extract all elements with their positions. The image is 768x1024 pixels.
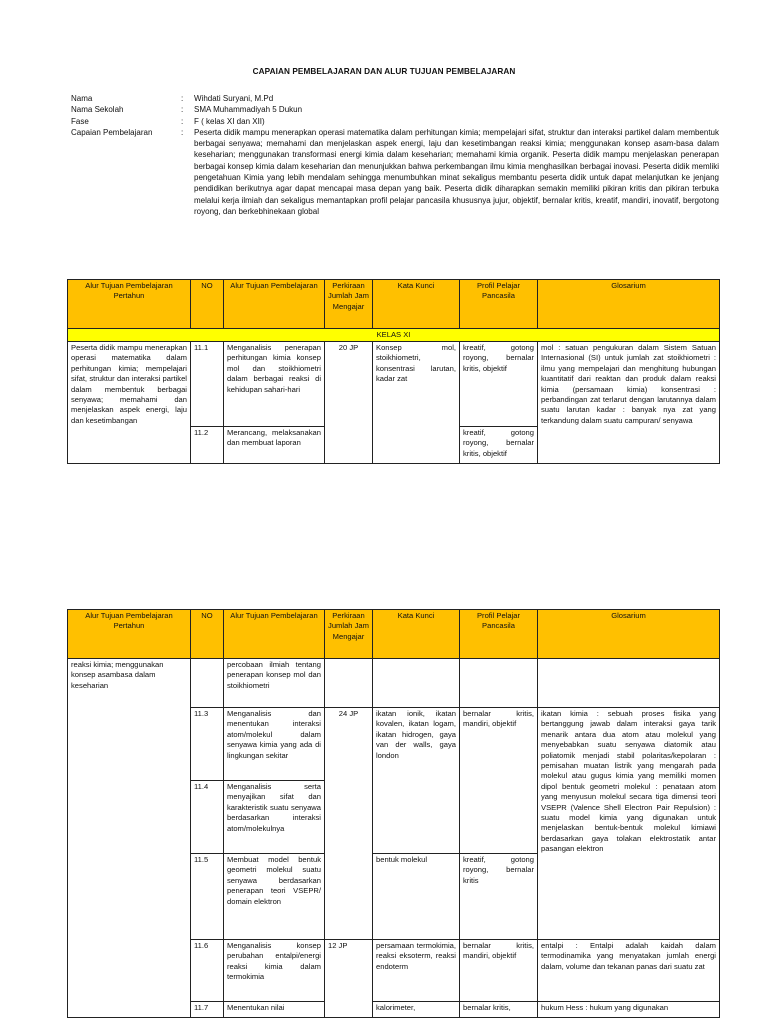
header-profil: Profil Pelajar Pancasila [460,280,538,329]
atp-cell: percobaan ilmiah tentang penerapan konsep mol dan stoikhiometri [224,659,325,708]
header-jam: Perkiraan Jumlah Jam Mengajar [325,610,373,659]
colon: : [181,127,184,137]
kata-kunci-cell: Konsep mol, stoikhiometri, konsentrasi larutan, kadar zat [373,342,460,464]
header-atp-tahun: Alur Tujuan Pembelajaran Pertahun [68,280,191,329]
header-no: NO [191,610,224,659]
profil-cell: bernalar kritis, [460,1002,538,1018]
header-kata-kunci: Kata Kunci [373,610,460,659]
no-cell: 11.6 [191,940,224,1002]
glosarium-cell: ikatan kimia : sebuah proses fisika yang bertanggung jawab dalam interaksi gaya tarik menarik antara dua atom atau molekul yang menyebabkan suatu senyawa diatomik atau poliatomik menjadi stabil polaritas/kepolaran : pemisahan muatan listrik yang mengarah pada molekul atau gugus kimia yang memiliki momen dipol bentuk geometri molekul : penataan atom yang menyusun molekul secara tiga dimensi teori VSEPR (Valence Shell Electron Pair Repulsion) : suatu model kimia yang digunakan untuk menjelaskan bentuk-bentuk molekul kimiawi berdasarkan gaya tolakan elektrostatik antar pasangan elektron [538,708,720,940]
identity-block [71,93,719,217]
header-kata-kunci: Kata Kunci [373,280,460,329]
atp-cell: Menganalisis konsep perubahan entalpi/energi reaksi kimia dalam termokimia [224,940,325,1002]
table-row [68,659,720,708]
jam-cell: 20 JP [325,342,373,464]
fase-value: F ( kelas XI dan XII) [194,116,265,126]
kelas-label: KELAS XI [68,329,720,342]
atp-cell: Menentukan nilai [224,1002,325,1018]
colon: : [181,116,184,126]
kata-kunci-cell: kalorimeter, [373,1002,460,1018]
info-row-nama [71,93,719,104]
header-no: NO [191,280,224,329]
glosarium-cell: hukum Hess : hukum yang digunakan [538,1002,720,1018]
atp-cell: Menganalisis penerapan perhitungan kimia konsep mol dan stoikhiometri dalam berbagai reaksi di kehidupan sahari-hari [224,342,325,427]
sekolah-label: Nama Sekolah [71,105,124,115]
header-glosarium: Glosarium [538,280,720,329]
profil-cell: bernalar kritis, mandiri, objektif [460,708,538,854]
nama-value: Wihdati Suryani, M.Pd [194,94,274,103]
info-row-fase [71,116,719,127]
profil-cell [460,659,538,708]
no-cell: 11.2 [191,427,224,464]
cp-label: Capaian Pembelajaran [71,127,153,137]
atp-cell: Menganalisis serta menyajikan sifat dan karakteristik suatu senyawa berdasarkan interaksi atom/molekulnya [224,781,325,854]
profil-cell: bernalar kritis, mandiri, objektif [460,940,538,1002]
kata-kunci-cell: ikatan ionik, ikatan kovalen, ikatan logam, ikatan hidrogen, gaya van der walls, gaya london [373,708,460,854]
table-header-row [68,280,720,329]
header-atp: Alur Tujuan Pembelajaran [224,280,325,329]
table-header-row [68,610,720,659]
jam-cell: 24 JP [325,708,373,940]
table-row [68,342,720,427]
nama-label: Nama [71,94,93,103]
kelas-row [68,329,720,342]
no-cell: 11.4 [191,781,224,854]
header-atp-tahun: Alur Tujuan Pembelajaran Pertahun [68,610,191,659]
atp-cell: Merancang, melaksanakan dan membuat laporan [224,427,325,464]
jam-cell: 12 JP [325,940,373,1018]
header-glosarium: Glosarium [538,610,720,659]
info-row-sekolah [71,104,719,115]
atp-cell: Menganalisis dan menentukan interaksi atom/molekul dalam senyawa kimia yang ada di lingkungan sekitar [224,708,325,781]
atp-cell: Membuat model bentuk geometri molekul suatu senyawa berdasarkan penerapan teori VSEPR/ domain elektron [224,854,325,940]
profil-cell: kreatif, gotong royong, bernalar kritis [460,854,538,940]
glosarium-cell: mol : satuan pengukuran dalam Sistem Satuan Internasional (SI) untuk jumlah zat stoikhiometri : ilmu yang mempelajari dan menghitung hubungan kuantitatif dari reaktan dan produk dalam reaksi kimia (persamaan kimia) konsentrasi : perbandingan zat terlarut dengan larutannya dalam suatu larutan kadar : banyak nya zat yang terkandung dalam suatu campuran/ senyawa [538,342,720,464]
no-cell: 11.1 [191,342,224,427]
page-title: CAPAIAN PEMBELAJARAN DAN ALUR TUJUAN PEMBELAJARAN [252,67,516,76]
kata-kunci-cell [373,659,460,708]
no-cell: 11.7 [191,1002,224,1018]
profil-cell: kreatif, gotong royong, bernalar kritis, objektif [460,342,538,427]
kata-kunci-cell: persamaan termokimia, reaksi eksoterm, reaksi endoterm [373,940,460,1002]
kata-kunci-cell: bentuk molekul [373,854,460,940]
atp-table-1 [67,279,720,464]
header-atp: Alur Tujuan Pembelajaran [224,610,325,659]
jam-cell [325,659,373,708]
fase-label: Fase [71,116,89,126]
atp-tahun-cell: Peserta didik mampu menerapkan operasi matematika dalam perhitungan kimia; mempelajari sifat, struktur dan interaksi partikel dalam membentuk berbagai senyawa; memahami dan menjelaskan aspek energi, laju dan kesetimbangan [68,342,191,464]
glosarium-cell: entalpi : Entalpi adalah kaidah dalam termodinamika yang menyatakan jumlah energi dalam, volume dan tekanan panas dari suatu zat [538,940,720,1002]
profil-cell: kreatif, gotong royong, bernalar kritis, objektif [460,427,538,464]
atp-tahun-cell: reaksi kimia; menggunakan konsep asambasa dalam keseharian [68,659,191,1018]
colon: : [181,94,184,103]
colon: : [181,105,184,115]
sekolah-value: SMA Muhammadiyah 5 Dukun [194,105,303,115]
no-cell: 11.5 [191,854,224,940]
cp-value: Peserta didik mampu menerapkan operasi matematika dalam perhitungan kimia; mempelajari sifat, struktur dan interaksi partikel dalam membentuk berbagai senyawa; memahami dan menjelaskan aspek energi, laju dan kesetimbangan reaksi kimia; menggunakan konsep asam-basa dalam keseharian; menggunakan transformasi energi kimia dalam keseharian; memahami kimia organik. Peserta didik mampu menjelaskan penerapan berbagai konsep kimia dalam keseharian dan menunjukkan bahwa perkembangan ilmu kimia menghasilkan berbagai inovasi. Peserta didik memliki pengetahuan Kimia yang lebih mendalam sehingga menumbuhkan minat sekaligus membantu peserta didik untuk dapat melanjutkan ke jenjang pendidikan berikutnya agar dapat mencapai masa depan yang baik. Peserta didik diharapkan semakin memiliki pikiran kritis dan pikiran terbuka melalui kerja ilmiah dan sekaligus memantapkan profil pelajar pancasila khususnya jujur, objektif, bernalar kritis, kreatif, mandiri, inovatif, bergotong royong, dan berkebhinekaan global [194,127,719,216]
header-profil: Profil Pelajar Pancasila [460,610,538,659]
glosarium-cell [538,659,720,708]
info-row-cp [71,127,719,217]
no-cell: 11.3 [191,708,224,781]
no-cell [191,659,224,708]
header-jam: Perkiraan Jumlah Jam Mengajar [325,280,373,329]
atp-table-2 [67,609,720,1018]
